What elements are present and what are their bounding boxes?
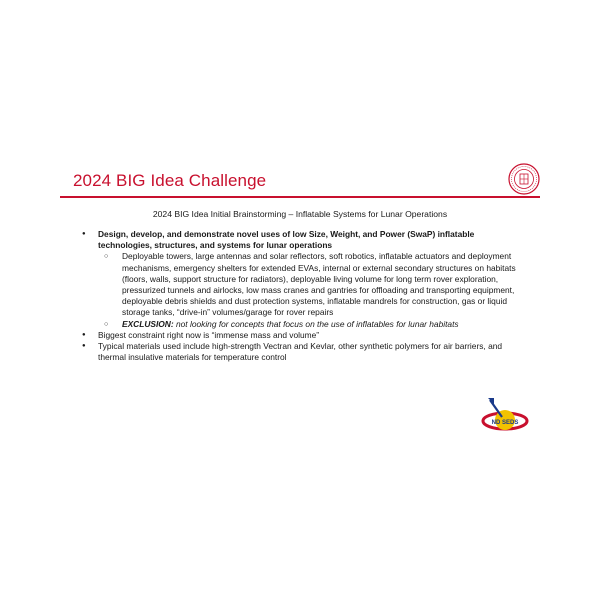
bullet-item: [80, 330, 530, 341]
title-divider: [60, 196, 540, 198]
university-seal-icon: [508, 163, 540, 195]
sub-bullet-text: Deployable towers, large antennas and solar reflectors, soft robotics, inflatable actuators and deployment mechanisms, emergency shelters for extended EVAs, internal or external secondary structures on habitats (floors, walls, support structure for radiators), deployable living volume for long term rover exploration, pressurized tunnels and airlocks, low mass cranes and gantries for offloading and transporting equipment, deployable debris shields and dust protection systems, inflatable mandrels for construction, gas or liquid storage tanks, “drive-in” volumes/garage for rover repairs: [122, 251, 516, 318]
bullet-item: [80, 341, 530, 363]
sub-bullet-text: not looking for concepts that focus on the use of inflatables for lunar habitats: [173, 318, 459, 329]
exclusion-label: EXCLUSION:: [122, 318, 174, 329]
nd-seds-logo-icon: [480, 395, 530, 437]
sub-bullet-item: [98, 319, 530, 330]
bullet-item: [80, 229, 530, 330]
sub-bullet-item: [98, 251, 530, 318]
slide-title: 2024 BIG Idea Challenge: [73, 171, 267, 190]
slide: [60, 155, 540, 445]
slide-subtitle: 2024 BIG Idea Initial Brainstorming – Inflatable Systems for Lunar Operations: [152, 209, 448, 219]
bullet-text: Biggest constraint right now is “immense mass and volume”: [98, 329, 320, 340]
bullet-list: [80, 229, 530, 363]
bullet-text: Typical materials used include high-strength Vectran and Kevlar, other synthetic polymers for air barriers, and thermal insulative materials for temperature control: [98, 341, 503, 363]
bullet-text: Design, develop, and demonstrate novel uses of low Size, Weight, and Power (SwaP) inflatable technologies, structures, and systems for lunar operations: [98, 229, 475, 251]
logo-text: ND SEDS: [491, 420, 519, 426]
